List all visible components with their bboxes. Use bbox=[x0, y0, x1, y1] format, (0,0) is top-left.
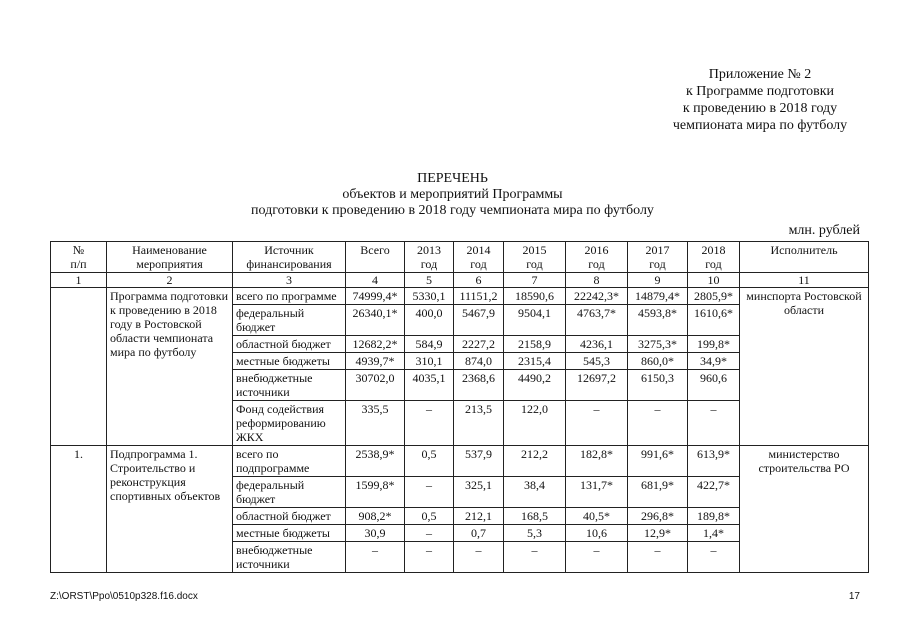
amount-cell: 199,8* bbox=[688, 336, 740, 353]
funding-source: областной бюджет bbox=[233, 508, 346, 525]
column-index: 11 bbox=[740, 273, 869, 288]
appendix-line: к Программе подготовки bbox=[685, 84, 835, 99]
amount-cell: – bbox=[628, 401, 688, 446]
header-num: № п/п bbox=[51, 242, 107, 273]
amount-cell: – bbox=[405, 525, 454, 542]
funding-source: Фонд содействия реформированию ЖКХ bbox=[233, 401, 346, 446]
amount-cell: 122,0 bbox=[504, 401, 566, 446]
document-title bbox=[180, 171, 725, 219]
amount-cell: 0,5 bbox=[405, 508, 454, 525]
title-line-1: ПЕРЕЧЕНЬ bbox=[417, 171, 488, 186]
amount-cell: 545,3 bbox=[566, 353, 628, 370]
amount-cell: 4593,8* bbox=[628, 305, 688, 336]
amount-cell: 5330,1 bbox=[405, 288, 454, 305]
amount-cell: 874,0 bbox=[454, 353, 504, 370]
header-2016: 2016 год bbox=[566, 242, 628, 273]
amount-cell: 2158,9 bbox=[504, 336, 566, 353]
amount-cell: 537,9 bbox=[454, 446, 504, 477]
funding-source: внебюджетные источники bbox=[233, 370, 346, 401]
amount-cell: 131,7* bbox=[566, 477, 628, 508]
amount-cell: 12,9* bbox=[628, 525, 688, 542]
funding-source: всего по подпрограмме bbox=[233, 446, 346, 477]
amount-cell: 10,6 bbox=[566, 525, 628, 542]
amount-cell: 0,7 bbox=[454, 525, 504, 542]
amount-cell: 11151,2 bbox=[454, 288, 504, 305]
amount-cell: 4490,2 bbox=[504, 370, 566, 401]
amount-cell: 4939,7* bbox=[346, 353, 405, 370]
executor: минспорта Ростовской области bbox=[740, 288, 869, 446]
amount-cell: – bbox=[504, 542, 566, 573]
amount-cell: 14879,4* bbox=[628, 288, 688, 305]
amount-cell: 4035,1 bbox=[405, 370, 454, 401]
header-2013: 2013 год bbox=[405, 242, 454, 273]
amount-cell: – bbox=[628, 542, 688, 573]
amount-cell: 5,3 bbox=[504, 525, 566, 542]
header-source: Источник финансирования bbox=[233, 242, 346, 273]
activity-name: Программа подготовки к проведению в 2018 году в Ростовской области чемпионата мира по футболу bbox=[107, 288, 233, 446]
amount-cell: 9504,1 bbox=[504, 305, 566, 336]
column-index: 1 bbox=[51, 273, 107, 288]
activity-name: Подпрограмма 1. Строительство и реконструкция спортивных объектов bbox=[107, 446, 233, 573]
amount-cell: 213,5 bbox=[454, 401, 504, 446]
amount-cell: 12697,2 bbox=[566, 370, 628, 401]
funding-source: федеральный бюджет bbox=[233, 477, 346, 508]
amount-cell: 400,0 bbox=[405, 305, 454, 336]
funding-source: местные бюджеты bbox=[233, 525, 346, 542]
amount-cell: 310,1 bbox=[405, 353, 454, 370]
amount-cell: 4236,1 bbox=[566, 336, 628, 353]
amount-cell: – bbox=[405, 401, 454, 446]
amount-cell: 74999,4* bbox=[346, 288, 405, 305]
column-index: 7 bbox=[504, 273, 566, 288]
file-path: Z:\ORST\Ppo\0510p328.f16.docx bbox=[50, 591, 198, 602]
amount-cell: 182,8* bbox=[566, 446, 628, 477]
amount-cell: 30702,0 bbox=[346, 370, 405, 401]
title-line-2: объектов и мероприятий Программы bbox=[342, 187, 563, 202]
amount-cell: – bbox=[454, 542, 504, 573]
amount-cell: 4763,7* bbox=[566, 305, 628, 336]
amount-cell: 2315,4 bbox=[504, 353, 566, 370]
amount-cell: 212,1 bbox=[454, 508, 504, 525]
amount-cell: 613,9* bbox=[688, 446, 740, 477]
amount-cell: 2227,2 bbox=[454, 336, 504, 353]
appendix-line: Приложение № 2 bbox=[708, 67, 812, 82]
amount-cell: – bbox=[688, 542, 740, 573]
column-index: 3 bbox=[233, 273, 346, 288]
header-name: Наименование мероприятия bbox=[107, 242, 233, 273]
header-2017: 2017 год bbox=[628, 242, 688, 273]
column-index: 6 bbox=[454, 273, 504, 288]
column-index: 4 bbox=[346, 273, 405, 288]
amount-cell: – bbox=[566, 542, 628, 573]
funding-source: местные бюджеты bbox=[233, 353, 346, 370]
table-row bbox=[51, 446, 869, 477]
table-row bbox=[51, 288, 869, 305]
amount-cell: – bbox=[688, 401, 740, 446]
funding-source: внебюджетные источники bbox=[233, 542, 346, 573]
amount-cell: 5467,9 bbox=[454, 305, 504, 336]
amount-cell: 2368,6 bbox=[454, 370, 504, 401]
amount-cell: 860,0* bbox=[628, 353, 688, 370]
header-2018: 2018 год bbox=[688, 242, 740, 273]
units-label: млн. рублей bbox=[788, 223, 860, 238]
amount-cell: 189,8* bbox=[688, 508, 740, 525]
amount-cell: 12682,2* bbox=[346, 336, 405, 353]
program-table bbox=[50, 241, 869, 573]
column-index-row bbox=[51, 273, 869, 288]
header-2015: 2015 год bbox=[504, 242, 566, 273]
amount-cell: 335,5 bbox=[346, 401, 405, 446]
appendix-line: к проведению в 2018 году bbox=[682, 101, 838, 116]
amount-cell: – bbox=[566, 401, 628, 446]
amount-cell: 6150,3 bbox=[628, 370, 688, 401]
column-index: 2 bbox=[107, 273, 233, 288]
amount-cell: 991,6* bbox=[628, 446, 688, 477]
amount-cell: 1,4* bbox=[688, 525, 740, 542]
funding-source: всего по программе bbox=[233, 288, 346, 305]
funding-source: областной бюджет bbox=[233, 336, 346, 353]
amount-cell: – bbox=[405, 542, 454, 573]
amount-cell: 30,9 bbox=[346, 525, 405, 542]
amount-cell: 960,6 bbox=[688, 370, 740, 401]
amount-cell: 908,2* bbox=[346, 508, 405, 525]
table-header-row bbox=[51, 242, 869, 273]
amount-cell: 40,5* bbox=[566, 508, 628, 525]
row-number bbox=[51, 288, 107, 446]
amount-cell: 22242,3* bbox=[566, 288, 628, 305]
row-number: 1. bbox=[51, 446, 107, 573]
amount-cell: 584,9 bbox=[405, 336, 454, 353]
column-index: 8 bbox=[566, 273, 628, 288]
header-executor: Исполнитель bbox=[740, 242, 869, 273]
amount-cell: 2538,9* bbox=[346, 446, 405, 477]
amount-cell: 212,2 bbox=[504, 446, 566, 477]
amount-cell: 18590,6 bbox=[504, 288, 566, 305]
amount-cell: 3275,3* bbox=[628, 336, 688, 353]
title-line-3: подготовки к проведению в 2018 году чемпионата мира по футболу bbox=[251, 203, 654, 218]
amount-cell: 325,1 bbox=[454, 477, 504, 508]
column-index: 9 bbox=[628, 273, 688, 288]
amount-cell: 1610,6* bbox=[688, 305, 740, 336]
page-number: 17 bbox=[848, 591, 860, 602]
amount-cell: 38,4 bbox=[504, 477, 566, 508]
amount-cell: 1599,8* bbox=[346, 477, 405, 508]
funding-source: федеральный бюджет bbox=[233, 305, 346, 336]
header-total: Всего bbox=[346, 242, 405, 273]
amount-cell: 34,9* bbox=[688, 353, 740, 370]
amount-cell: 168,5 bbox=[504, 508, 566, 525]
column-index: 10 bbox=[688, 273, 740, 288]
appendix-header bbox=[640, 66, 880, 134]
amount-cell: 26340,1* bbox=[346, 305, 405, 336]
amount-cell: 681,9* bbox=[628, 477, 688, 508]
amount-cell: – bbox=[405, 477, 454, 508]
appendix-line: чемпионата мира по футболу bbox=[672, 118, 848, 133]
amount-cell: 422,7* bbox=[688, 477, 740, 508]
column-index: 5 bbox=[405, 273, 454, 288]
amount-cell: 296,8* bbox=[628, 508, 688, 525]
header-2014: 2014 год bbox=[454, 242, 504, 273]
amount-cell: 2805,9* bbox=[688, 288, 740, 305]
executor: министерство строительства РО bbox=[740, 446, 869, 573]
amount-cell: 0,5 bbox=[405, 446, 454, 477]
amount-cell: – bbox=[346, 542, 405, 573]
